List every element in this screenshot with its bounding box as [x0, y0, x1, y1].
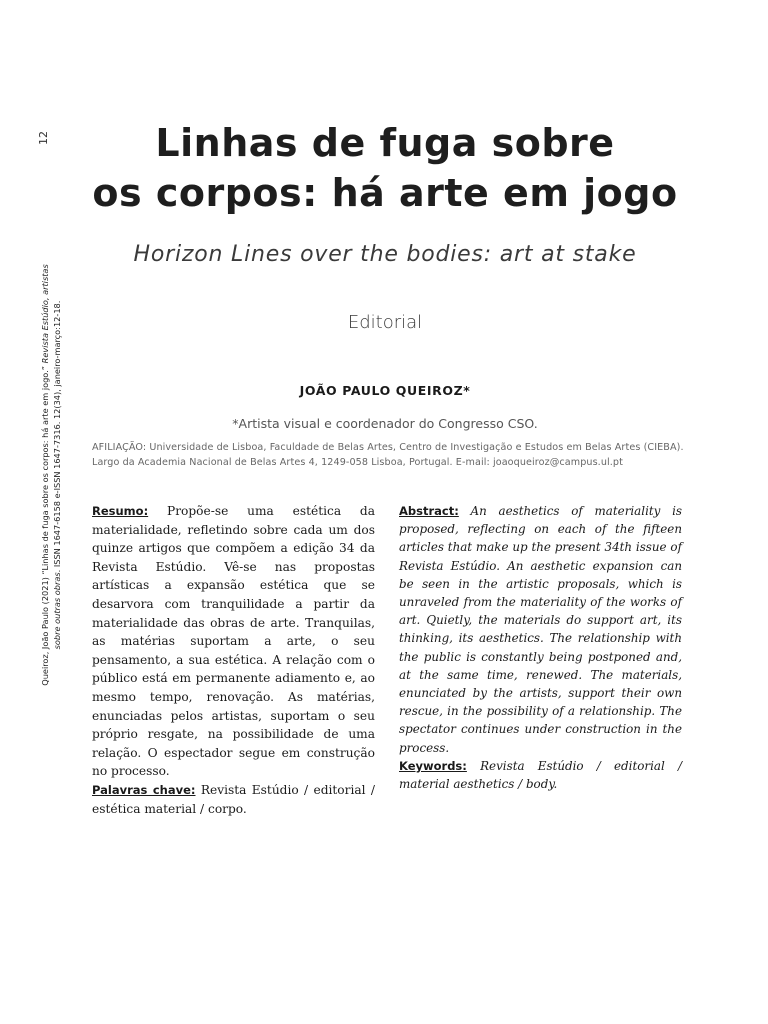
page-number: 12: [37, 131, 50, 145]
keywords-text: Revista Estúdio / editorial / material aesthetics / body.: [399, 758, 682, 792]
palavras-chave-paragraph: [92, 781, 375, 818]
affiliation-line-2: Largo da Academia Nacional de Belas Artes 4, 1249-058 Lisboa, Portugal. E-mail: joaoqueiroz@campus.ul.pt: [92, 457, 623, 468]
keywords-label: Keywords:: [399, 758, 467, 773]
citation-journal-cont: sobre outras obras: [52, 572, 62, 650]
title-line-1: Linhas de fuga sobre: [155, 121, 615, 165]
abstract-paragraph: [399, 502, 682, 757]
article-title: [90, 118, 680, 218]
title-line-2: os corpos: há arte em jogo: [92, 171, 678, 215]
citation-sidebar: [37, 260, 65, 690]
section-label: Editorial: [347, 312, 423, 333]
resumo-label: Resumo:: [92, 504, 149, 518]
affiliation-line-1: AFILIAÇÃO: Universidade de Lisboa, Faculdade de Belas Artes, Centro de Investigação e Estudos em Belas Artes (CIEBA).: [92, 442, 684, 453]
resumo-paragraph: [92, 502, 375, 781]
keywords-paragraph: [399, 757, 682, 793]
resumo-text: Propõe-se uma estética da materialidade, refletindo sobre cada um dos quinze artigos que compõem a edição 34 da Revista Estúdio. Vê-se nas propostas artísticas a expansão estética que se desarvora com tranquilidade a partir da materialidade das obras de arte. Tranquilas, as matérias suportam a arte, o seu pensamento, a sua estética. A relação com o público está em permanente adiamento e, ao mesmo tempo, renovação. As matérias, enunciadas pelos artistas, suportam o seu próprio resgate, na possibilidade de uma relação. O espectador segue em construção no processo.: [92, 504, 375, 779]
author-name: JOÃO PAULO QUEIROZ*: [299, 383, 471, 398]
abstract-text: An aesthetics of materiality is proposed, reflecting on each of the fifteen articles that make up the present 34th issue of Revista Estúdio. An aesthetic expansion can be seen in the artistic proposals, which is unraveled from the materiality of the works of art. Quietly, the materials do support art, its thinking, its aesthetics. The relationship with the public is constantly being postponed and, at the same time, renewed. The materials, enunciated by the artists, support their own rescue, in the possibility of a relationship. The spectator continues under construction in the process.: [399, 504, 682, 755]
author-note: *Artista visual e coordenador do Congresso CSO.: [232, 416, 538, 431]
palavras-chave-text: Revista Estúdio / editorial / estética material / corpo.: [92, 782, 375, 816]
resumo-column: [92, 502, 375, 818]
article-subtitle: Horizon Lines over the bodies: art at stake: [133, 242, 637, 267]
citation-journal: Revista Estúdio, artistas: [40, 264, 50, 364]
citation-line-2: sobre outras obras. ISSN 1647-6158 e-ISSN 1647-7316. 12(34), janeiro-março:12-18.: [52, 300, 62, 650]
affiliation: [92, 440, 692, 470]
palavras-chave-label: Palavras chave:: [92, 782, 196, 797]
abstract-column: [399, 502, 682, 793]
citation-line-1: Queiroz, João Paulo (2021) “Linhas de fuga sobre os corpos: há arte em jogo.” Revista Estúdio, artistas: [40, 264, 50, 686]
citation-text: [39, 260, 63, 690]
abstract-label: Abstract:: [399, 504, 459, 518]
